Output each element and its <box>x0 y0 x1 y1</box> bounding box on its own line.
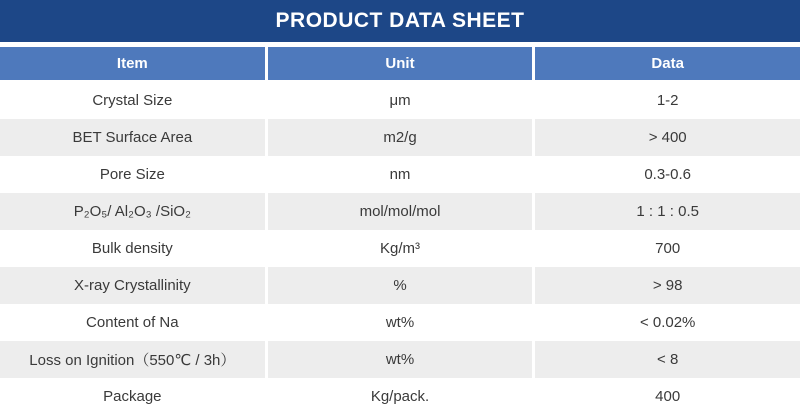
unit-cell: μm <box>268 82 533 119</box>
item-cell: Content of Na <box>0 304 265 341</box>
table-row <box>0 378 800 415</box>
unit-cell: Kg/m³ <box>268 230 533 267</box>
sheet-title: PRODUCT DATA SHEET <box>275 9 525 32</box>
unit-cell: wt% <box>268 304 533 341</box>
data-cell: 400 <box>535 378 800 415</box>
table-row <box>0 267 800 304</box>
column-header-unit: Unit <box>268 47 533 80</box>
data-cell: > 98 <box>535 267 800 304</box>
unit-cell: mol/mol/mol <box>268 193 533 230</box>
data-cell: < 8 <box>535 341 800 378</box>
unit-cell: Kg/pack. <box>268 378 533 415</box>
table-row <box>0 156 800 193</box>
unit-cell: % <box>268 267 533 304</box>
sheet-title-bar <box>0 0 800 42</box>
column-header-item: Item <box>0 47 265 80</box>
table-row <box>0 304 800 341</box>
item-cell: BET Surface Area <box>0 119 265 156</box>
item-cell: Package <box>0 378 265 415</box>
item-cell: Bulk density <box>0 230 265 267</box>
table-header-row <box>0 47 800 80</box>
table-row <box>0 119 800 156</box>
data-cell: 1-2 <box>535 82 800 119</box>
unit-cell: nm <box>268 156 533 193</box>
data-cell: 0.3-0.6 <box>535 156 800 193</box>
unit-cell: m2/g <box>268 119 533 156</box>
column-header-data: Data <box>535 47 800 80</box>
data-cell: < 0.02% <box>535 304 800 341</box>
unit-cell: wt% <box>268 341 533 378</box>
item-cell: Pore Size <box>0 156 265 193</box>
item-cell: P₂O₅/ Al₂O₃ /SiO₂ <box>0 193 265 230</box>
data-cell: 1 : 1 : 0.5 <box>535 193 800 230</box>
table-row <box>0 341 800 378</box>
item-cell: Crystal Size <box>0 82 265 119</box>
table-row <box>0 230 800 267</box>
table-row <box>0 82 800 119</box>
data-cell: > 400 <box>535 119 800 156</box>
table-row <box>0 193 800 230</box>
data-cell: 700 <box>535 230 800 267</box>
item-cell: Loss on Ignition（550℃ / 3h） <box>0 341 265 378</box>
item-cell: X-ray Crystallinity <box>0 267 265 304</box>
